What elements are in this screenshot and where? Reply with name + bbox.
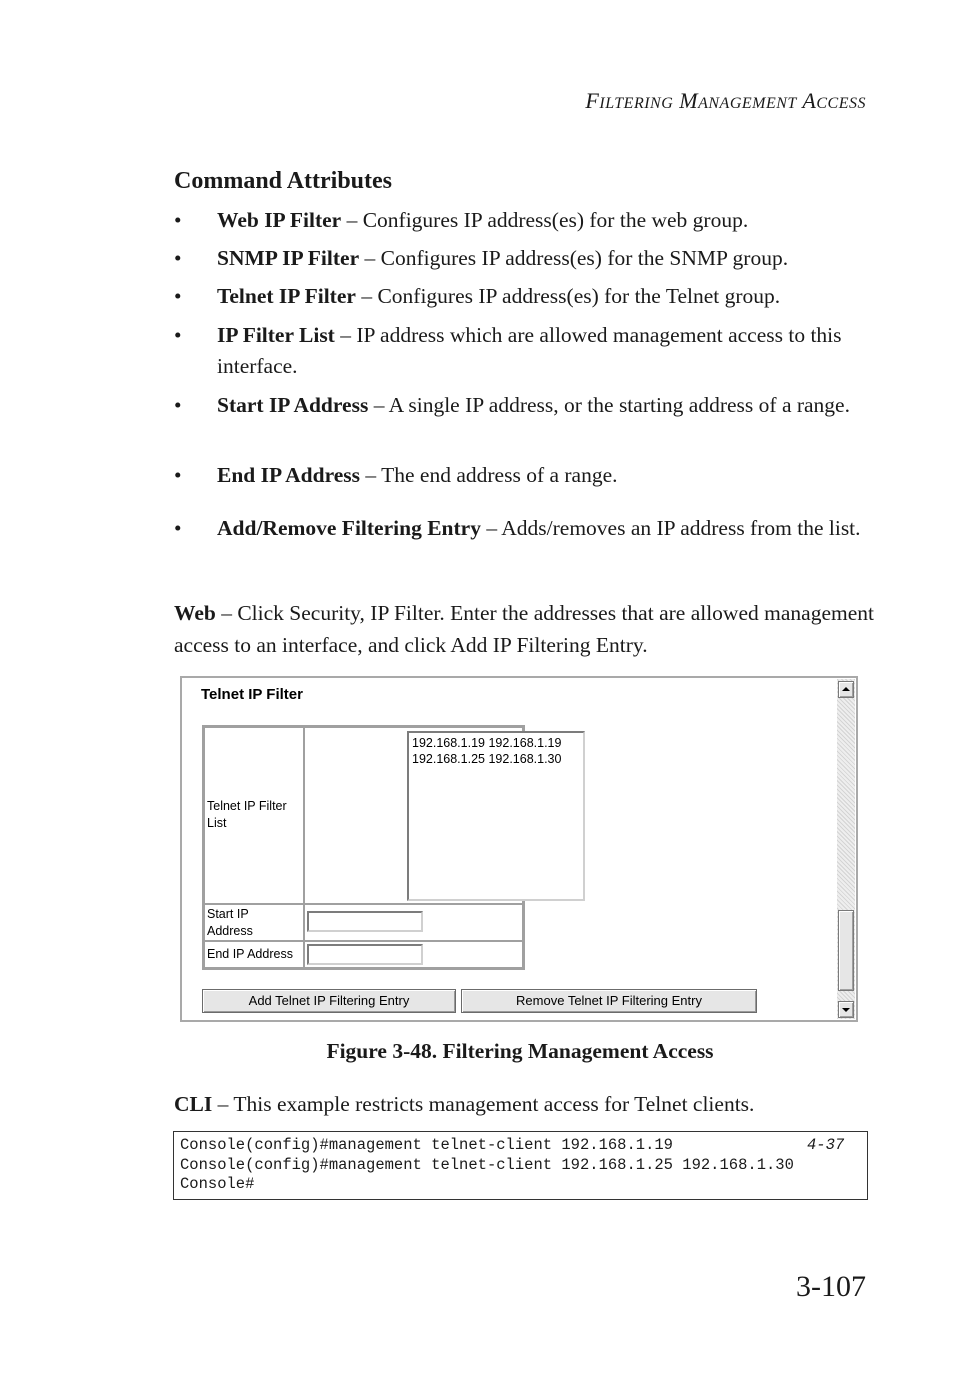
attribute-item: • End IP Address – The end address of a range.: [174, 463, 618, 487]
code-line: Console(config)#management telnet-client 192.168.1.25 192.168.1.30: [180, 1155, 794, 1174]
add-entry-button[interactable]: Add Telnet IP Filtering Entry: [202, 989, 456, 1013]
section-heading: Command Attributes: [174, 168, 393, 194]
vertical-scrollbar[interactable]: [837, 679, 855, 1019]
attribute-item: • Web IP Filter – Configures IP address(es) for the web group.: [174, 208, 749, 232]
end-label-cell: [204, 941, 304, 968]
start-label-cell: [204, 904, 304, 941]
running-head: FILTERING MANAGEMENT ACCESS: [585, 88, 866, 113]
start-input-cell: [304, 904, 523, 941]
list-entry[interactable]: 192.168.1.25 192.168.1.30: [412, 752, 562, 766]
list-label: Telnet IP Filter List: [207, 799, 287, 830]
telnet-ip-filter-screenshot: [180, 676, 858, 1022]
scroll-down-button[interactable]: [838, 1001, 854, 1018]
attribute-item: • Start IP Address – A single IP address, or the starting address of a range.: [174, 393, 850, 417]
list-cell: [304, 727, 562, 904]
cli-paragraph: CLI – This example restricts management access for Telnet clients.: [174, 1092, 755, 1116]
scroll-up-button[interactable]: [838, 681, 854, 698]
web-paragraph: Web – Click Security, IP Filter. Enter the addresses that are allowed management access to an interface, and click Add IP Filtering Entry.: [174, 601, 874, 657]
attribute-item: • SNMP IP Filter – Configures IP address(es) for the SNMP group.: [174, 246, 789, 270]
arrow-down-icon: [842, 1008, 850, 1012]
ip-filter-listbox[interactable]: [407, 731, 585, 901]
list-entry[interactable]: 192.168.1.19 192.168.1.19: [412, 736, 562, 750]
list-label-cell: [204, 727, 304, 904]
end-input-cell: [304, 941, 523, 968]
attribute-item: • Add/Remove Filtering Entry – Adds/removes an IP address from the list.: [174, 516, 861, 540]
filter-form-table: [202, 725, 562, 970]
panel-title: Telnet IP Filter: [201, 686, 303, 703]
attribute-item: • Telnet IP Filter – Configures IP address(es) for the Telnet group.: [174, 284, 781, 308]
scroll-thumb[interactable]: [838, 910, 854, 991]
page-number: 3-107: [796, 1270, 866, 1303]
cli-code-block: [173, 1131, 868, 1200]
attribute-item: • IP Filter List – IP address which are allowed management access to this interface.: [174, 323, 842, 378]
arrow-up-icon: [842, 687, 850, 691]
start-ip-label: Start IP Address: [207, 907, 253, 938]
command-reference: 4-37: [807, 1136, 845, 1154]
end-ip-input[interactable]: [307, 944, 423, 965]
start-ip-input[interactable]: [307, 911, 423, 932]
code-line: Console#: [180, 1175, 255, 1193]
code-line: Console(config)#management telnet-client 192.168.1.19: [180, 1136, 673, 1154]
end-ip-label: End IP Address: [207, 947, 293, 961]
figure-caption: Figure 3-48. Filtering Management Access: [326, 1039, 714, 1063]
remove-entry-button[interactable]: Remove Telnet IP Filtering Entry: [461, 989, 757, 1013]
